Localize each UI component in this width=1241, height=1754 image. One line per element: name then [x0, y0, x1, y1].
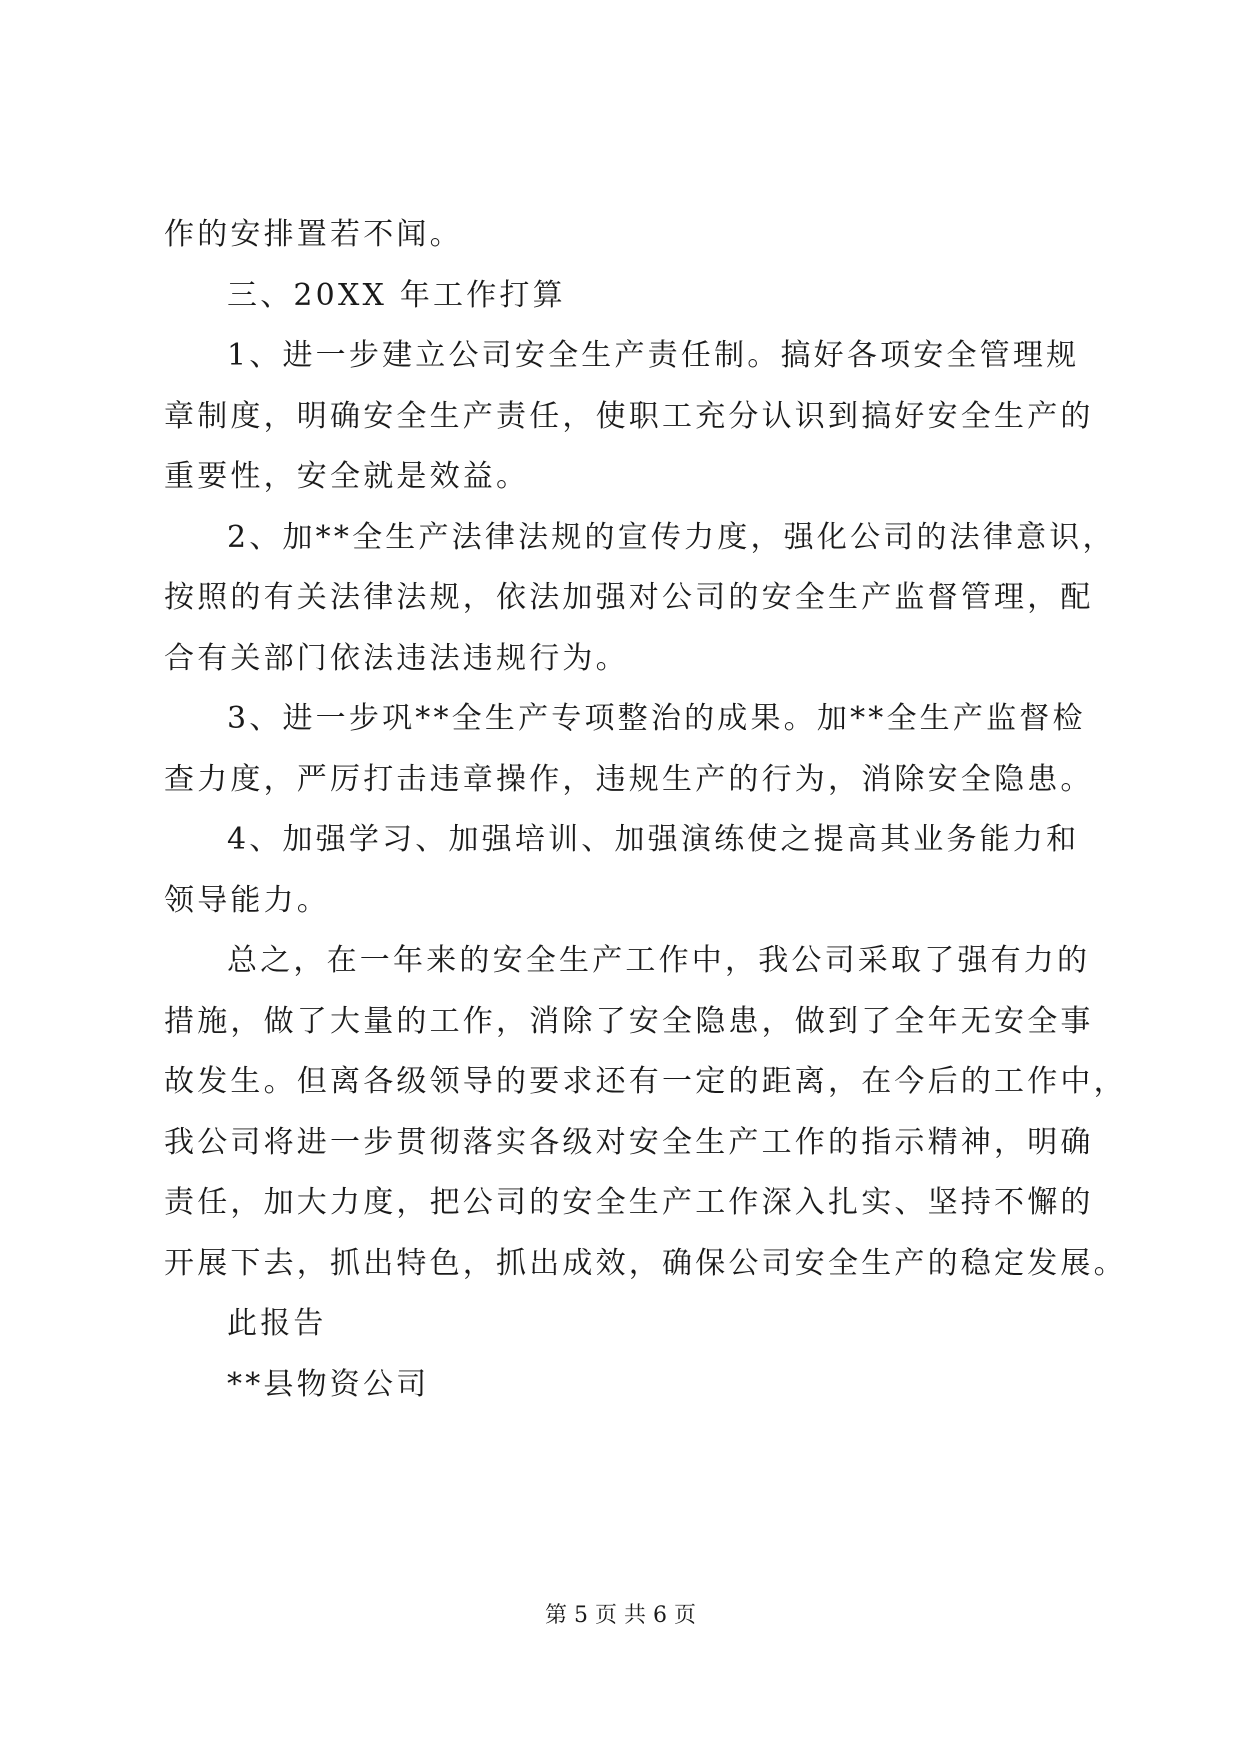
body-line: 合有关部门依法违法违规行为。 — [164, 640, 629, 676]
document-body — [164, 205, 1127, 1415]
closing-line: 此报告 — [227, 1306, 327, 1341]
body-line: 按照的有关法律法规，依法加强对公司的安全生产监督管理，配 — [164, 580, 1094, 615]
body-line: 重要性，安全就是效益。 — [164, 459, 530, 494]
body-line: 领导能力。 — [164, 882, 330, 918]
body-line: 总之，在一年来的安全生产工作中，我公司采取了强有力的 — [227, 943, 1091, 978]
body-line: 4、加强学习、加强培训、加强演练使之提高其业务能力和 — [227, 822, 1080, 857]
body-line: 3、进一步巩**全生产专项整治的成果。加**全生产监督检 — [227, 701, 1086, 736]
section-heading: 三、20XX 年工作打算 — [227, 277, 566, 313]
page-footer: 第 5 页 共 6 页 — [545, 1603, 696, 1628]
body-line: 作的安排置若不闻。 — [164, 217, 463, 252]
body-line: 故发生。但离各级领导的要求还有一定的距离，在今后的工作中， — [164, 1064, 1127, 1099]
body-line: 查力度，严厉打击违章操作，违规生产的行为，消除安全隐患。 — [164, 761, 1094, 797]
signature-line: **县物资公司 — [227, 1366, 430, 1402]
body-line: 措施，做了大量的工作，消除了安全隐患，做到了全年无安全事 — [164, 1003, 1094, 1039]
body-line: 2、加**全生产法律法规的宣传力度，强化公司的法律意识， — [227, 519, 1116, 555]
body-line: 责任，加大力度，把公司的安全生产工作深入扎实、坚持不懈的 — [164, 1185, 1094, 1220]
body-line: 开展下去，抓出特色，抓出成效，确保公司安全生产的稳定发展。 — [164, 1245, 1127, 1281]
body-line: 1、进一步建立公司安全生产责任制。搞好各项安全管理规 — [227, 338, 1080, 373]
body-line: 章制度，明确安全生产责任，使职工充分认识到搞好安全生产的 — [164, 398, 1094, 434]
body-line: 我公司将进一步贯彻落实各级对安全生产工作的指示精神，明确 — [164, 1124, 1094, 1160]
